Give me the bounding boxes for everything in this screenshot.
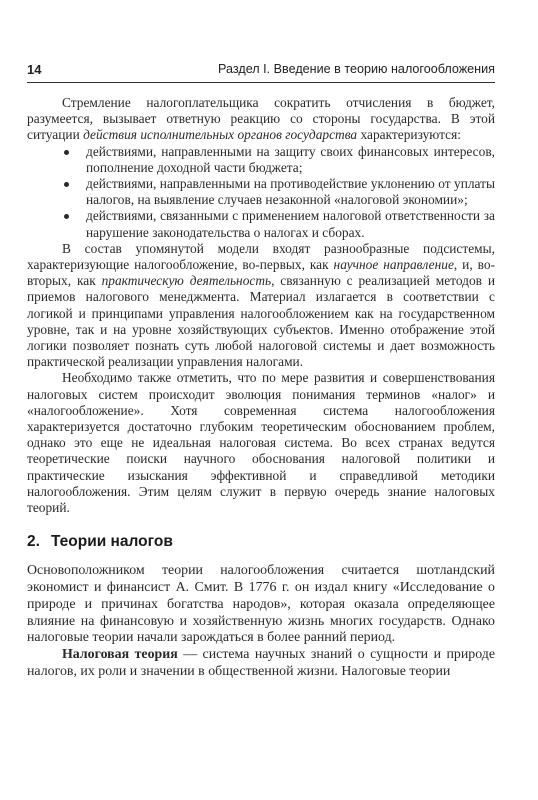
running-header — [27, 60, 495, 83]
list-item: действиями, направленными на противодействие уклонению от уплаты налогов, на выявление случаев незаконной «налоговой экономии»; — [62, 176, 495, 208]
paragraph: Основоположником теории налогообложения считается шотландский экономист и финансист А. Смит. В 1776 г. он издал книгу «Исследование о природе и причинах богатства народов», которая оказала определяющее влияние на финансовую и хозяйственную жизнь многих государств. Однако налоговые теории начали зарождаться в более ранний период. — [27, 563, 495, 646]
section-running-title: Раздел I. Введение в теорию налогообложения — [218, 62, 495, 76]
section-number: 2. — [27, 533, 40, 551]
paragraph: Налоговая теория — система научных знаний о сущности и природе налогов, их роли и значении в общественной жизни. Налоговые теории — [27, 647, 495, 680]
section-title: Теории налогов — [50, 533, 173, 551]
list-item: действиями, направленными на защиту своих финансовых интересов, пополнение доходной части бюджета; — [62, 144, 495, 176]
italic-term: действия исполнительных органов государства — [83, 127, 358, 143]
paragraph: Стремление налогоплательщика сократить отчисления в бюджет, разумеется, вызывает ответную реакцию со стороны государства. В этой ситуации действия исполнительных органов государства характеризуются: — [27, 95, 495, 143]
page-number: 14 — [27, 62, 42, 77]
italic-term: научное направление — [333, 257, 454, 273]
bullet-icon — [64, 214, 69, 219]
italic-term: практическую деятельность — [101, 273, 272, 289]
bold-term: Налоговая теория — [62, 647, 178, 663]
bullet-list — [27, 144, 495, 241]
body-text — [27, 95, 495, 681]
paragraph: Необходимо также отметить, что по мере развития и совершенствования налоговых систем происходит эволюция понимания терминов «налог» и «налогообложение». Хотя современная система налогообложения характеризуется достаточно глубоким теоретическим обоснованием проблем, однако это еще не идеальная налоговая система. Во всех странах ведутся теоретические поиски научного обоснования налоговой политики и практические изыскания эффективной и справедливой методики налогообложения. Этим целям служит в первую очередь знание налоговых теорий. — [27, 370, 495, 516]
bullet-icon — [64, 150, 69, 155]
section-body — [27, 563, 495, 681]
list-item: действиями, связанными с применением налоговой ответственности за нарушение законодательства о налогах и сборах. — [62, 208, 495, 240]
paragraph: В состав упомянутой модели входят разнообразные подсистемы, характеризующие налогообложение, во-первых, как научное направление, и, во-вторых, как практическую деятельность, связанную с реализацией методов и приемов налогового менеджмента. Материал излагается в соответствии с логикой и принципами управления налогообложением как на государственном уровне, так и на уровне хозяйствующих субъектов. Именно отображение этой логики позволяет познать суть любой налоговой системы и дает возможность практической реализации управления налогами. — [27, 240, 495, 370]
bullet-icon — [64, 182, 69, 187]
section-heading — [27, 532, 495, 552]
